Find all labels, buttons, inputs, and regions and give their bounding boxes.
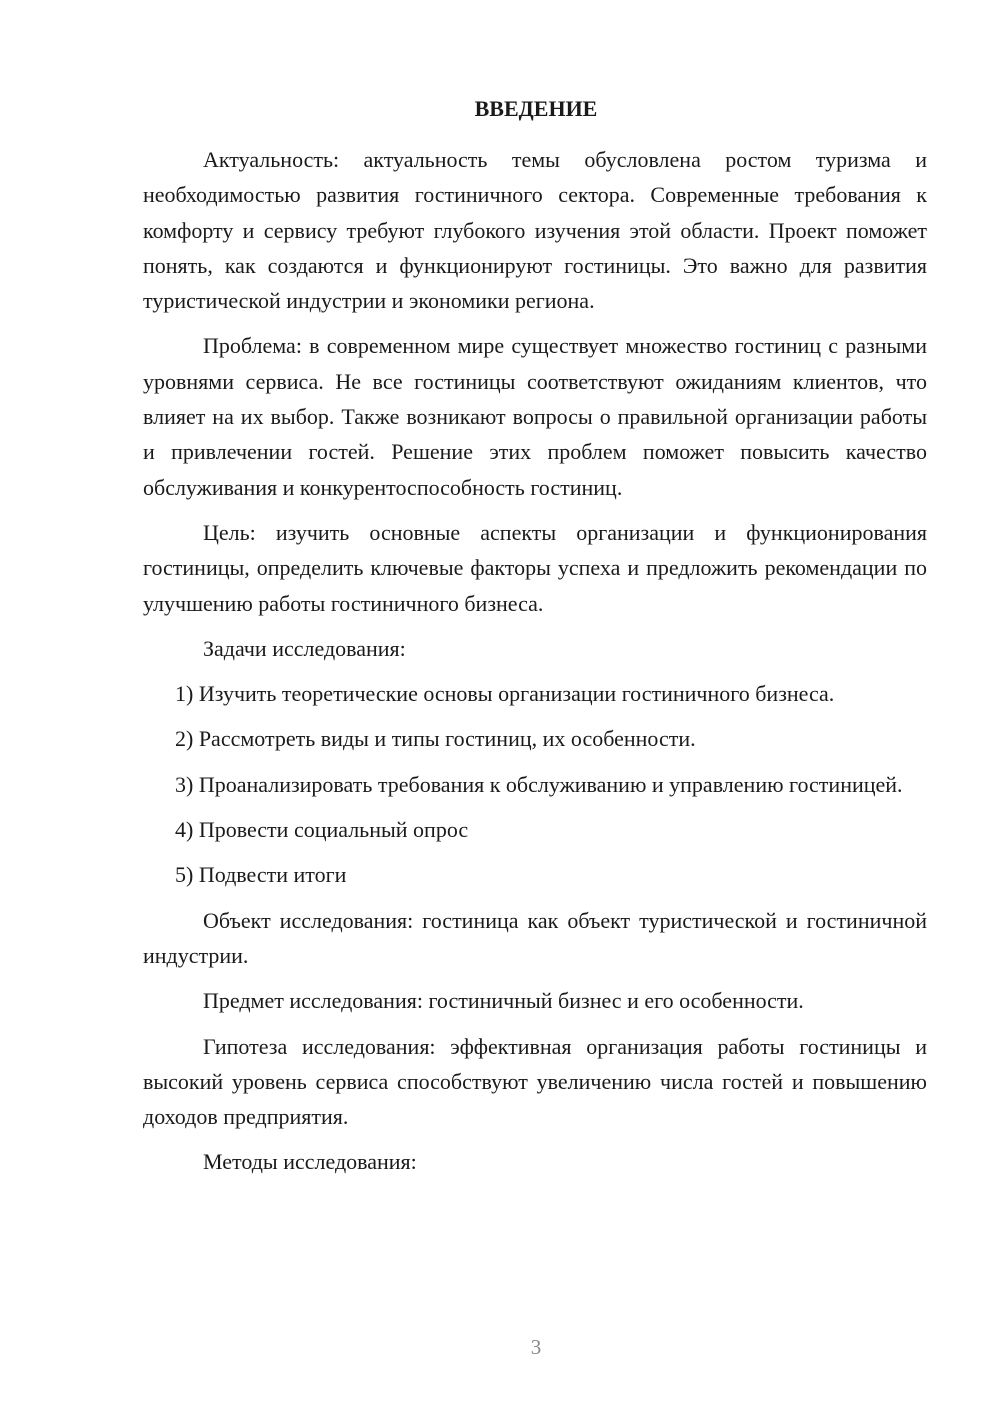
paragraph-object: Объект исследования: гостиница как объект туристической и гостиничной индустрии.: [143, 907, 927, 968]
methods-heading: Методы исследования:: [203, 1149, 417, 1175]
paragraph-hypothesis: Гипотеза исследования: эффективная организация работы гостиницы и высокий уровень сервиса способствуют увеличению числа гостей и повышению доходов предприятия.: [143, 1033, 927, 1130]
task-item-4: 4) Провести социальный опрос: [175, 817, 469, 843]
paragraph-goal: Цель: изучить основные аспекты организации и функционирования гостиницы, определить ключевые факторы успеха и предложить рекомендации по улучшению работы гостиничного бизнеса.: [143, 519, 927, 616]
paragraph-relevance: Актуальность: актуальность темы обусловлена ростом туризма и необходимостью развития гостиничного сектора. Современные требования к комфорту и сервису требуют глубокого изучения этой области. Проект поможет понять, как создаются и функционируют гостиницы. Это важно для развития туристической индустрии и экономики региона.: [143, 147, 927, 314]
task-item-3: 3) Проанализировать требования к обслуживанию и управлению гостиницей.: [175, 771, 903, 797]
paragraph-problem: Проблема: в современном мире существует множество гостиниц с разными уровнями сервиса. Не все гостиницы соответствуют ожиданиям клиентов, что влияет на их выбор. Также возникают вопросы о правильной организации работы и привлечении гостей. Решение этих проблем поможет повысить качество обслуживания и конкурентоспособность гостиниц.: [143, 333, 927, 500]
task-item-1: 1) Изучить теоретические основы организации гостиничного бизнеса.: [175, 681, 835, 707]
page-title: ВВЕДЕНИЕ: [474, 96, 598, 121]
tasks-heading: Задачи исследования:: [203, 635, 406, 661]
page-number: 3: [530, 1335, 542, 1359]
paragraph-subject: Предмет исследования: гостиничный бизнес и его особенности.: [203, 988, 804, 1014]
document-body: [143, 142, 927, 1190]
task-item-5: 5) Подвести итоги: [175, 862, 347, 888]
task-item-2: 2) Рассмотреть виды и типы гостиниц, их особенности.: [175, 726, 696, 752]
